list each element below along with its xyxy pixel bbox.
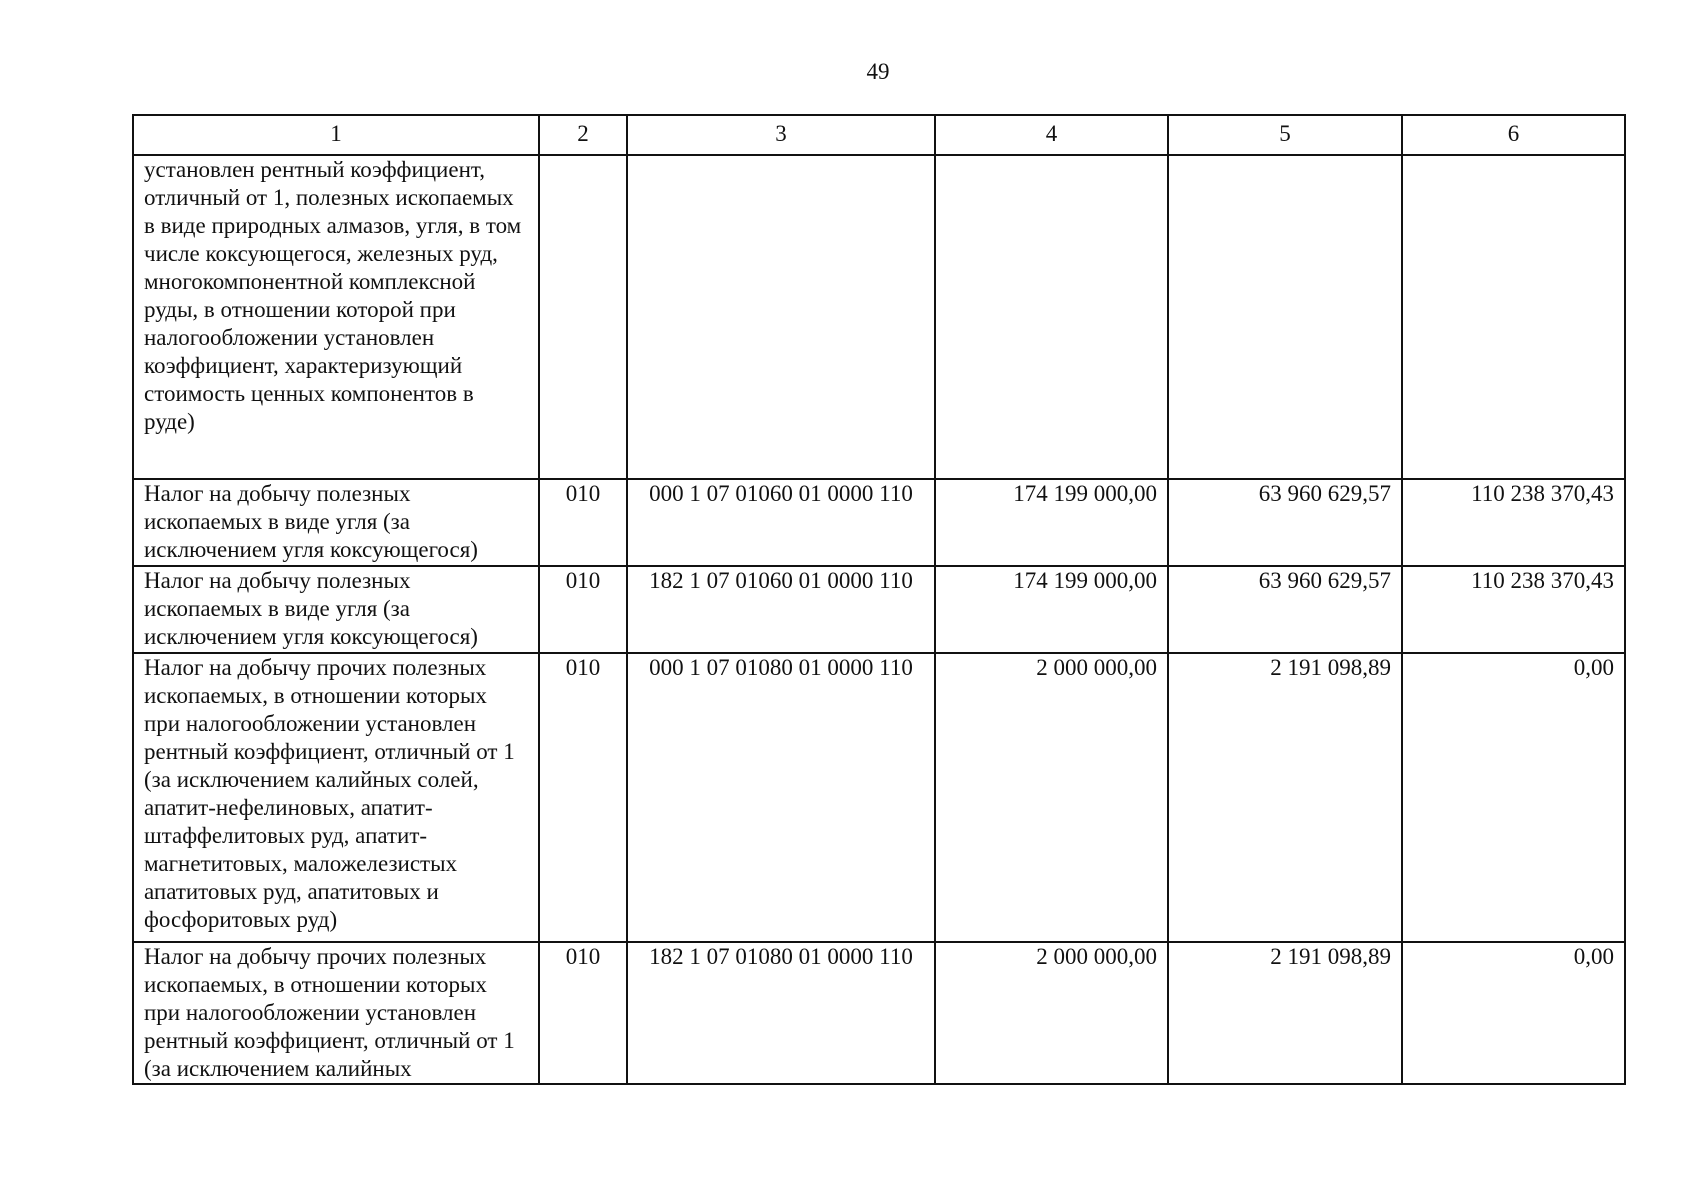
unexecuted-amount-cell: 0,00 xyxy=(1402,942,1625,1084)
approved-amount-cell: 2 000 000,00 xyxy=(935,653,1168,942)
executed-amount-cell: 2 191 098,89 xyxy=(1168,942,1402,1084)
page-number: 49 xyxy=(866,59,890,84)
column-header-2: 2 xyxy=(539,115,627,155)
table-row xyxy=(133,479,1625,566)
line-code-cell: 010 xyxy=(539,479,627,566)
income-name-cell: Налог на добычу прочих полезных ископаемых, в отношении которых при налогообложении установлен рентный коэффициент, отличный от 1 (за исключением калийных солей, апатит-нефелиновых, апатит-штаффелитовых руд, апатит-магнетитовых, маложелезистых апатитовых руд, апатитовых и фосфоритовых руд) xyxy=(133,653,539,942)
executed-amount-cell: 63 960 629,57 xyxy=(1168,566,1402,653)
table-row xyxy=(133,155,1625,479)
table-row xyxy=(133,942,1625,1084)
column-header-5: 5 xyxy=(1168,115,1402,155)
budget-classification-code-cell: 182 1 07 01080 01 0000 110 xyxy=(627,942,935,1084)
budget-classification-code-cell: 182 1 07 01060 01 0000 110 xyxy=(627,566,935,653)
unexecuted-amount-cell: 110 238 370,43 xyxy=(1402,479,1625,566)
executed-amount-cell xyxy=(1168,155,1402,479)
line-code-cell: 010 xyxy=(539,566,627,653)
income-name-cell: Налог на добычу прочих полезных ископаемых, в отношении которых при налогообложении установлен рентный коэффициент, отличный от 1 (за исключением калийных xyxy=(133,942,539,1084)
column-header-4: 4 xyxy=(935,115,1168,155)
unexecuted-amount-cell: 110 238 370,43 xyxy=(1402,566,1625,653)
executed-amount-cell: 2 191 098,89 xyxy=(1168,653,1402,942)
table-header-row xyxy=(133,115,1625,155)
budget-execution-table xyxy=(132,114,1626,1085)
approved-amount-cell xyxy=(935,155,1168,479)
line-code-cell: 010 xyxy=(539,653,627,942)
line-code-cell xyxy=(539,155,627,479)
budget-classification-code-cell: 000 1 07 01080 01 0000 110 xyxy=(627,653,935,942)
budget-classification-code-cell: 000 1 07 01060 01 0000 110 xyxy=(627,479,935,566)
budget-classification-code-cell xyxy=(627,155,935,479)
column-header-1: 1 xyxy=(133,115,539,155)
column-header-3: 3 xyxy=(627,115,935,155)
approved-amount-cell: 2 000 000,00 xyxy=(935,942,1168,1084)
unexecuted-amount-cell xyxy=(1402,155,1625,479)
column-header-6: 6 xyxy=(1402,115,1625,155)
executed-amount-cell: 63 960 629,57 xyxy=(1168,479,1402,566)
table-row xyxy=(133,653,1625,942)
unexecuted-amount-cell: 0,00 xyxy=(1402,653,1625,942)
income-name-cell: установлен рентный коэффициент, отличный от 1, полезных ископаемых в виде природных алмазов, угля, в том числе коксующегося, железных руд, многокомпонентной комплексной руды, в отношении которой при налогообложении установлен коэффициент, характеризующий стоимость ценных компонентов в руде) xyxy=(133,155,539,479)
approved-amount-cell: 174 199 000,00 xyxy=(935,566,1168,653)
line-code-cell: 010 xyxy=(539,942,627,1084)
table-row xyxy=(133,566,1625,653)
income-name-cell: Налог на добычу полезных ископаемых в виде угля (за исключением угля коксующегося) xyxy=(133,566,539,653)
approved-amount-cell: 174 199 000,00 xyxy=(935,479,1168,566)
income-name-cell: Налог на добычу полезных ископаемых в виде угля (за исключением угля коксующегося) xyxy=(133,479,539,566)
